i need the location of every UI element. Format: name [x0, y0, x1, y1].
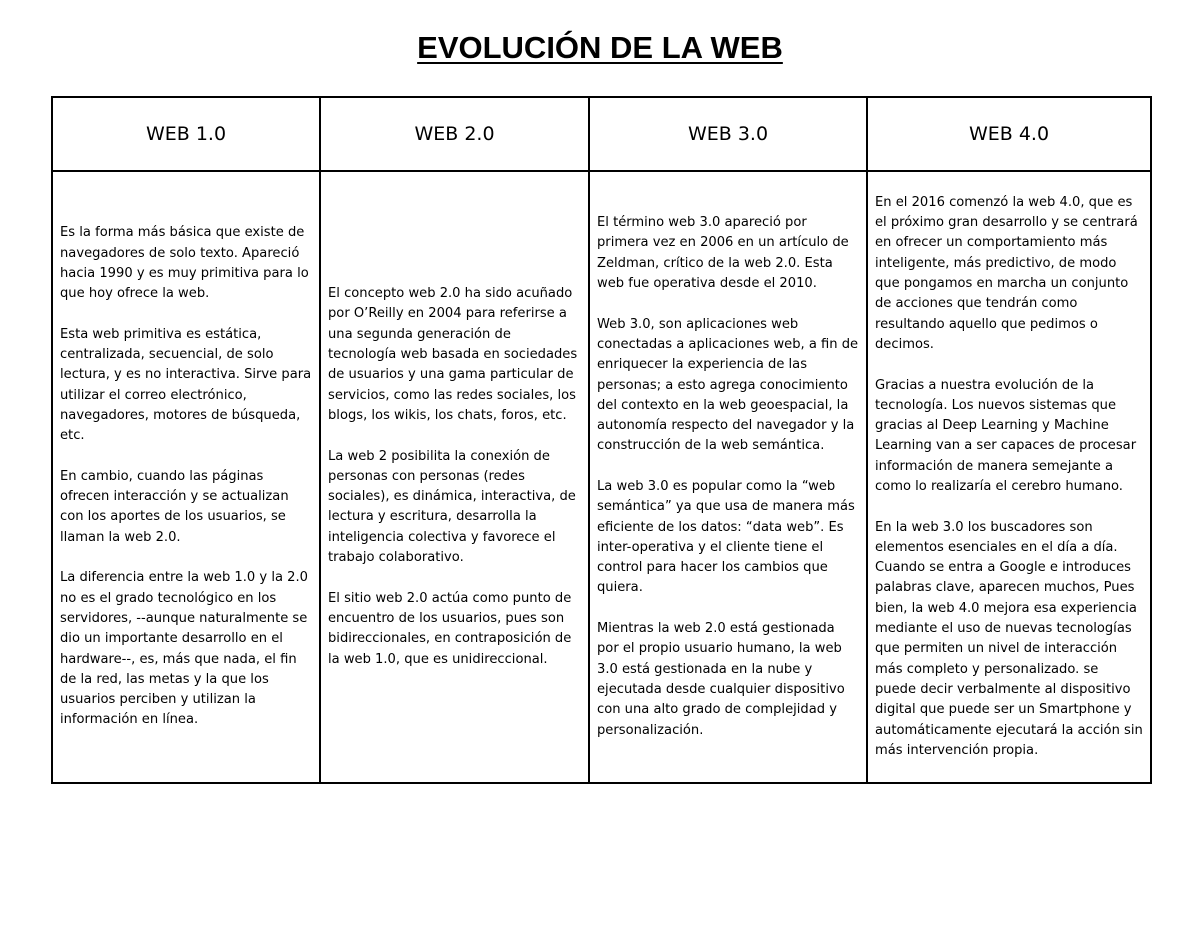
table-body-row: [52, 171, 1151, 783]
paragraph: Mientras la web 2.0 está gestionada por el propio usuario humano, la web 3.0 está gestionada en la nube y ejecutada desde cualquier dispositivo con una alto grado de complejidad y personalización.: [597, 621, 845, 738]
paragraph: La web 3.0 es popular como la “web semántica” ya que usa de manera más eficiente de los datos: “data web”. Es inter-operativa y el cliente tiene el control para hacer los cambios que quiera.: [597, 479, 855, 596]
paragraph: El término web 3.0 apareció por primera vez en 2006 en un artículo de Zeldman, crítico de la web 2.0. Esta web fue operativa desde el 2010.: [597, 215, 849, 292]
header-web-4: WEB 4.0: [867, 97, 1151, 171]
cell-web-3: [589, 171, 867, 783]
document-title: [0, 26, 1200, 70]
paragraph: Es la forma más básica que existe de navegadores de solo texto. Apareció hacia 1990 y es muy primitiva para lo que hoy ofrece la web.: [60, 225, 309, 302]
paragraph: La web 2 posibilita la conexión de personas con personas (redes sociales), es dinámica, interactiva, de lectura y escritura, desarrolla la inteligencia colectiva y favorece el trabajo colaborativo.: [328, 448, 576, 566]
paragraph: El sitio web 2.0 actúa como punto de encuentro de los usuarios, pues son bidireccionales, en contraposición de la web 1.0, que es unidireccional.: [328, 590, 572, 667]
cell-web-2: [320, 171, 589, 783]
paragraph: En el 2016 comenzó la web 4.0, que es el próximo gran desarrollo y se centrará en ofrecer un comportamiento más inteligente, más predictivo, de modo que pongamos en marcha un conjunto de acciones que tendrán como resultando aquello que pedimos o decimos.: [875, 194, 1138, 352]
paragraph: El concepto web 2.0 ha sido acuñado por O’Reilly en 2004 para referirse a una segunda generación de tecnología web basada en sociedades de usuarios y una gama particular de servicios, como las redes sociales, los blogs, los wikis, los chats, foros, etc.: [328, 286, 578, 423]
web-evolution-table: [51, 96, 1152, 784]
header-web-3: WEB 3.0: [589, 97, 867, 171]
paragraph: En cambio, cuando las páginas ofrecen interacción y se actualizan con los aportes de los usuarios, se llaman la web 2.0.: [60, 468, 289, 545]
paragraph: Web 3.0, son aplicaciones web conectadas a aplicaciones web, a fin de enriquecer la experiencia de las personas; a esto agrega conocimiento del contexto en la web geoespacial, la autonomía respecto del navegador y la construcción de la web semántica.: [597, 316, 859, 454]
paragraph: Esta web primitiva es estática, centralizada, secuencial, de solo lectura, y es no interactiva. Sirve para utilizar el correo electrónico, navegadores, motores de búsqueda, etc.: [60, 326, 312, 444]
cell-web-1: [52, 171, 320, 783]
header-web-1: WEB 1.0: [52, 97, 320, 171]
paragraph: La diferencia entre la web 1.0 y la 2.0 no es el grado tecnológico en los servidores, --aunque naturalmente se dio un importante desarrollo en el hardware--, es, más que nada, el fin de la red, las metas y la que los usuarios perciben y utilizan la información en línea.: [60, 570, 308, 728]
header-web-2: WEB 2.0: [320, 97, 589, 171]
paragraph: Gracias a nuestra evolución de la tecnología. Los nuevos sistemas que gracias al Deep Learning y Machine Learning van a ser capaces de procesar información de manera semejante a como lo realizaría el cerebro humano.: [875, 377, 1137, 494]
paragraph: En la web 3.0 los buscadores son elementos esenciales en el día a día. Cuando se entra a Google e introduces palabras clave, aparecen muchos, Pues bien, la web 4.0 mejora esa experiencia mediante el uso de nuevas tecnologías que permiten un nivel de interacción más completo y personalizado. se puede decir verbalmente al dispositivo digital que puede ser un Smartphone y automáticamente ejecutará la acción sin más intervención propia.: [875, 519, 1143, 758]
table-header-row: [52, 97, 1151, 171]
document-title-text: EVOLUCIÓN DE LA WEB: [417, 30, 783, 65]
cell-web-4: [867, 171, 1151, 783]
